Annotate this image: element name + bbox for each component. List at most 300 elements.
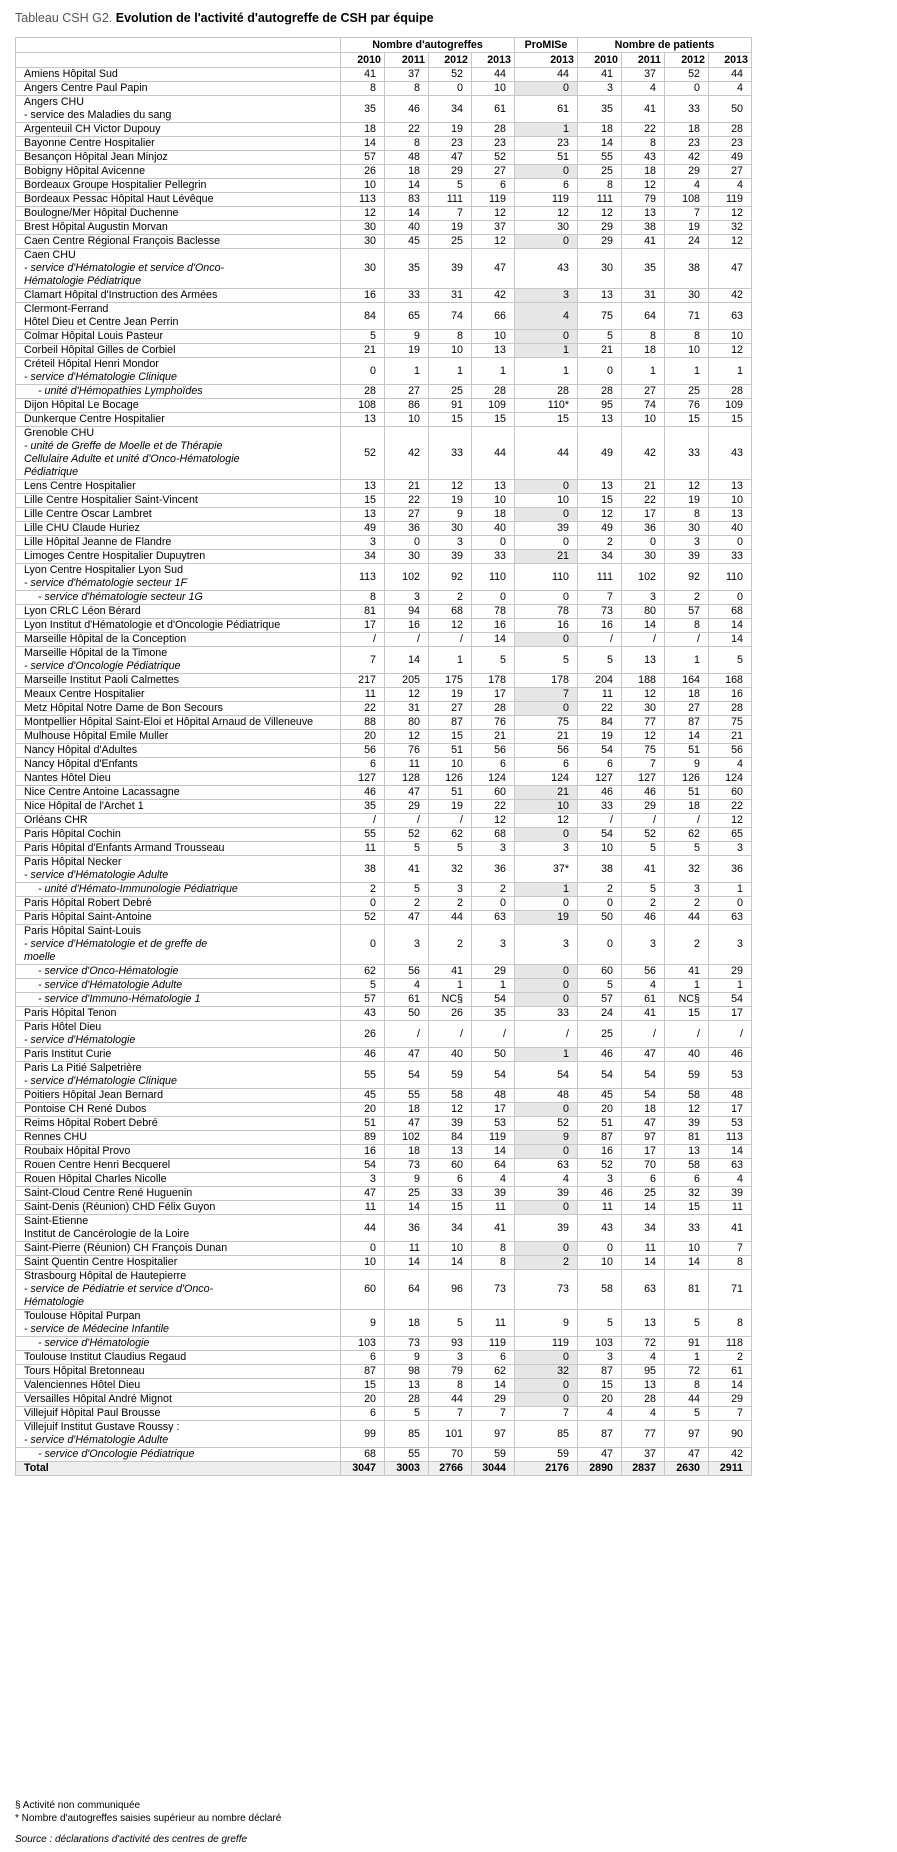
value-cell: 71	[709, 1270, 752, 1310]
value-cell: 61	[622, 993, 665, 1007]
value-cell: 10	[665, 1242, 709, 1256]
value-cell: 57	[578, 993, 622, 1007]
promise-cell: 6	[515, 758, 578, 772]
row-label	[16, 480, 341, 494]
value-cell: 13	[578, 413, 622, 427]
value-cell: 4	[709, 1173, 752, 1187]
value-cell: 22	[341, 702, 385, 716]
value-cell: 5	[665, 1310, 709, 1337]
value-cell: 0	[472, 897, 515, 911]
value-cell: 6	[622, 1173, 665, 1187]
row-label	[16, 702, 341, 716]
row-label-line: Rouen Hôpital Charles Nicolle	[24, 1173, 167, 1185]
value-cell: 28	[578, 385, 622, 399]
table-row	[16, 993, 752, 1007]
table-row	[16, 358, 752, 385]
value-cell: 32	[709, 221, 752, 235]
row-label-line: Orléans CHR	[24, 814, 88, 826]
table-row	[16, 1117, 752, 1131]
row-label-line: - service d'Onco-Hématologie	[38, 965, 179, 977]
value-cell: 54	[472, 993, 515, 1007]
value-cell: 91	[429, 399, 472, 413]
value-cell: 34	[578, 550, 622, 564]
value-cell: 6	[472, 758, 515, 772]
row-label-line: Paris Hôpital Saint-Antoine	[24, 911, 152, 923]
value-cell: 13	[622, 1379, 665, 1393]
row-label-line: - service d'Hématologie Adulte	[24, 869, 169, 881]
row-label-line: - unité d'Hémato-Immunologie Pédiatrique	[38, 883, 238, 895]
value-cell: 15	[429, 730, 472, 744]
value-cell: 47	[385, 786, 429, 800]
value-cell: 17	[709, 1007, 752, 1021]
row-label	[16, 979, 341, 993]
value-cell: 23	[472, 137, 515, 151]
promise-cell: 61	[515, 96, 578, 123]
value-cell: 11	[709, 1201, 752, 1215]
value-cell: 12	[385, 730, 429, 744]
value-cell: 46	[622, 911, 665, 925]
value-cell: 75	[622, 744, 665, 758]
value-cell: 110	[472, 564, 515, 591]
value-cell: 14	[429, 1256, 472, 1270]
row-label-line: - service d'Hématologie	[38, 1337, 150, 1349]
header-year: 2011	[385, 53, 429, 68]
value-cell: 63	[709, 303, 752, 330]
value-cell: 81	[665, 1131, 709, 1145]
value-cell: 39	[665, 1117, 709, 1131]
value-cell: 18	[385, 1103, 429, 1117]
row-label-line: Amiens Hôpital Sud	[24, 68, 118, 80]
row-label	[16, 605, 341, 619]
promise-cell: 10	[515, 494, 578, 508]
value-cell: 12	[472, 207, 515, 221]
row-label	[16, 730, 341, 744]
value-cell: 2	[429, 925, 472, 965]
row-label	[16, 925, 341, 965]
row-label-line: Corbeil Hôpital Gilles de Corbiel	[24, 344, 176, 356]
value-cell: 63	[709, 1159, 752, 1173]
value-cell: 1	[709, 979, 752, 993]
value-cell: 62	[429, 828, 472, 842]
value-cell: 14	[709, 1379, 752, 1393]
row-label-line: Strasbourg Hôpital de Hautepierre	[24, 1270, 187, 1282]
value-cell: 68	[429, 605, 472, 619]
value-cell: 7	[578, 591, 622, 605]
value-cell: 49	[578, 427, 622, 480]
value-cell: 40	[385, 221, 429, 235]
value-cell: 75	[709, 716, 752, 730]
promise-cell: 2	[515, 1256, 578, 1270]
value-cell: 27	[472, 165, 515, 179]
value-cell: 62	[665, 828, 709, 842]
row-label	[16, 123, 341, 137]
promise-cell: 0	[515, 1242, 578, 1256]
value-cell: 53	[709, 1117, 752, 1131]
value-cell: 164	[665, 674, 709, 688]
table-title	[15, 11, 434, 25]
row-label	[16, 1173, 341, 1187]
value-cell: 13	[429, 1145, 472, 1159]
value-cell: 3	[709, 925, 752, 965]
value-cell: 4	[709, 179, 752, 193]
table-row	[16, 399, 752, 413]
promise-cell: 59	[515, 1448, 578, 1462]
table-row	[16, 1270, 752, 1310]
value-cell: 19	[385, 344, 429, 358]
total-cell: 2890	[578, 1462, 622, 1476]
value-cell: 23	[709, 137, 752, 151]
table-row	[16, 508, 752, 522]
promise-cell: 44	[515, 68, 578, 82]
header-group-patients: Nombre de patients	[578, 38, 752, 53]
value-cell: 3	[429, 883, 472, 897]
value-cell: 25	[578, 1021, 622, 1048]
value-cell: 12	[665, 480, 709, 494]
value-cell: 217	[341, 674, 385, 688]
value-cell: 2	[665, 591, 709, 605]
value-cell: 3	[665, 536, 709, 550]
table-row	[16, 786, 752, 800]
value-cell: 38	[665, 249, 709, 289]
value-cell: 87	[578, 1365, 622, 1379]
table-row	[16, 883, 752, 897]
promise-cell: 39	[515, 1215, 578, 1242]
value-cell: 71	[665, 303, 709, 330]
row-label	[16, 1310, 341, 1337]
value-cell: /	[578, 814, 622, 828]
value-cell: 61	[709, 1365, 752, 1379]
value-cell: 22	[472, 800, 515, 814]
value-cell: 9	[665, 758, 709, 772]
row-label	[16, 399, 341, 413]
row-label	[16, 536, 341, 550]
value-cell: 36	[709, 856, 752, 883]
row-label	[16, 1145, 341, 1159]
value-cell: 19	[429, 688, 472, 702]
table-row	[16, 842, 752, 856]
value-cell: 74	[622, 399, 665, 413]
table-row	[16, 591, 752, 605]
row-label-line: Lens Centre Hospitalier	[24, 480, 136, 492]
value-cell: 0	[341, 897, 385, 911]
promise-cell: 10	[515, 800, 578, 814]
value-cell: 60	[709, 786, 752, 800]
value-cell: /	[429, 814, 472, 828]
value-cell: 72	[622, 1337, 665, 1351]
value-cell: 18	[385, 1145, 429, 1159]
value-cell: 12	[622, 179, 665, 193]
promise-cell: 0	[515, 508, 578, 522]
value-cell: 33	[429, 427, 472, 480]
value-cell: 4	[622, 1351, 665, 1365]
value-cell: 4	[709, 758, 752, 772]
value-cell: 29	[665, 165, 709, 179]
row-label	[16, 786, 341, 800]
row-label	[16, 897, 341, 911]
table-row	[16, 814, 752, 828]
row-label-line: Angers Centre Paul Papin	[24, 82, 148, 94]
value-cell: 52	[385, 828, 429, 842]
value-cell: 14	[385, 1256, 429, 1270]
row-label-line: Clamart Hôpital d'Instruction des Armées	[24, 289, 218, 301]
value-cell: 21	[578, 344, 622, 358]
row-label-line: Villejuif Hôpital Paul Brousse	[24, 1407, 161, 1419]
value-cell: 0	[472, 536, 515, 550]
row-label-line: Valenciennes Hôtel Dieu	[24, 1379, 141, 1391]
row-label-line: moelle	[24, 951, 56, 963]
value-cell: 14	[622, 619, 665, 633]
value-cell: 22	[385, 123, 429, 137]
value-cell: 0	[709, 536, 752, 550]
row-label-line: Montpellier Hôpital Saint-Eloi et Hôpital Arnaud de Villeneuve	[24, 716, 314, 728]
value-cell: 27	[385, 385, 429, 399]
value-cell: 49	[709, 151, 752, 165]
row-label-line: Mulhouse Hôpital Emile Muller	[24, 730, 169, 742]
row-label	[16, 1215, 341, 1242]
table-row	[16, 965, 752, 979]
row-label	[16, 249, 341, 289]
value-cell: 15	[429, 413, 472, 427]
value-cell: 10	[622, 413, 665, 427]
value-cell: 111	[578, 193, 622, 207]
value-cell: 0	[341, 358, 385, 385]
value-cell: 41	[622, 96, 665, 123]
table-row	[16, 193, 752, 207]
row-label-line: Créteil Hôpital Henri Mondor	[24, 358, 159, 370]
promise-cell: 51	[515, 151, 578, 165]
value-cell: 102	[385, 1131, 429, 1145]
value-cell: 63	[472, 911, 515, 925]
value-cell: /	[341, 633, 385, 647]
value-cell: 36	[385, 522, 429, 536]
promise-cell: 0	[515, 330, 578, 344]
row-label-line: Tours Hôpital Bretonneau	[24, 1365, 145, 1377]
row-label-line: Nice Hôpital de l'Archet 1	[24, 800, 144, 812]
value-cell: 54	[341, 1159, 385, 1173]
table-row	[16, 385, 752, 399]
table-row	[16, 1131, 752, 1145]
table-row	[16, 494, 752, 508]
value-cell: 80	[385, 716, 429, 730]
row-label	[16, 494, 341, 508]
table-row	[16, 605, 752, 619]
value-cell: 59	[429, 1062, 472, 1089]
value-cell: 54	[578, 744, 622, 758]
table-row	[16, 1256, 752, 1270]
table-row	[16, 1173, 752, 1187]
row-label-line: Bayonne Centre Hospitalier	[24, 137, 155, 149]
table-row	[16, 1407, 752, 1421]
row-label-line: Paris Hôpital Tenon	[24, 1007, 117, 1019]
value-cell: 40	[429, 1048, 472, 1062]
table-row	[16, 68, 752, 82]
promise-cell: 0	[515, 536, 578, 550]
row-label-line: - service d'hématologie secteur 1F	[24, 577, 188, 589]
value-cell: 127	[341, 772, 385, 786]
value-cell: 52	[578, 1159, 622, 1173]
value-cell: 65	[385, 303, 429, 330]
value-cell: 14	[385, 1201, 429, 1215]
value-cell: 27	[665, 702, 709, 716]
value-cell: 25	[385, 1187, 429, 1201]
value-cell: 10	[472, 494, 515, 508]
value-cell: 38	[578, 856, 622, 883]
row-label	[16, 591, 341, 605]
row-label-line: - service d'Oncologie Pédiatrique	[24, 660, 181, 672]
value-cell: 14	[385, 179, 429, 193]
value-cell: 43	[709, 427, 752, 480]
value-cell: 83	[385, 193, 429, 207]
value-cell: 0	[578, 897, 622, 911]
row-label-line: Rennes CHU	[24, 1131, 87, 1143]
value-cell: 26	[429, 1007, 472, 1021]
value-cell: 84	[429, 1131, 472, 1145]
value-cell: 24	[665, 235, 709, 249]
value-cell: 103	[341, 1337, 385, 1351]
table-row	[16, 633, 752, 647]
value-cell: 92	[429, 564, 472, 591]
value-cell: 5	[472, 647, 515, 674]
value-cell: 22	[385, 494, 429, 508]
value-cell: 39	[429, 249, 472, 289]
value-cell: 12	[709, 814, 752, 828]
row-label	[16, 385, 341, 399]
value-cell: 50	[578, 911, 622, 925]
value-cell: 5	[578, 647, 622, 674]
value-cell: 56	[709, 744, 752, 758]
promise-cell: 54	[515, 1062, 578, 1089]
value-cell: 59	[472, 1448, 515, 1462]
value-cell: 30	[429, 522, 472, 536]
value-cell: 16	[472, 619, 515, 633]
total-cell: 2176	[515, 1462, 578, 1476]
row-label-line: Argenteuil CH Victor Dupouy	[24, 123, 161, 135]
value-cell: 63	[709, 911, 752, 925]
value-cell: 30	[665, 522, 709, 536]
value-cell: 15	[472, 413, 515, 427]
row-label-line: Paris Institut Curie	[24, 1048, 112, 1060]
row-label	[16, 1337, 341, 1351]
value-cell: 12	[472, 235, 515, 249]
value-cell: 6	[429, 1173, 472, 1187]
value-cell: 23	[665, 137, 709, 151]
value-cell: 95	[622, 1365, 665, 1379]
value-cell: 29	[385, 800, 429, 814]
value-cell: 18	[472, 508, 515, 522]
value-cell: 34	[429, 96, 472, 123]
total-cell: 2837	[622, 1462, 665, 1476]
value-cell: 37	[472, 221, 515, 235]
promise-cell: 9	[515, 1310, 578, 1337]
value-cell: 3	[622, 591, 665, 605]
total-cell: 2766	[429, 1462, 472, 1476]
value-cell: 42	[385, 427, 429, 480]
value-cell: NC§	[429, 993, 472, 1007]
value-cell: 30	[385, 550, 429, 564]
table-row	[16, 979, 752, 993]
value-cell: 19	[429, 123, 472, 137]
promise-cell: 30	[515, 221, 578, 235]
table-row	[16, 744, 752, 758]
value-cell: 35	[341, 800, 385, 814]
value-cell: 16	[385, 619, 429, 633]
value-cell: 3	[578, 1351, 622, 1365]
value-cell: 12	[709, 235, 752, 249]
value-cell: 36	[385, 1215, 429, 1242]
value-cell: 29	[622, 800, 665, 814]
value-cell: 11	[385, 1242, 429, 1256]
row-label-line: Toulouse Institut Claudius Regaud	[24, 1351, 187, 1363]
value-cell: 11	[341, 1201, 385, 1215]
value-cell: 27	[385, 508, 429, 522]
value-cell: 10	[472, 82, 515, 96]
promise-cell: 0	[515, 965, 578, 979]
value-cell: 22	[622, 494, 665, 508]
row-label-line: - service d'Hématologie Clinique	[24, 1075, 177, 1087]
value-cell: 15	[665, 1201, 709, 1215]
row-label-line: Saint Quentin Centre Hospitalier	[24, 1256, 178, 1268]
value-cell: 42	[665, 151, 709, 165]
value-cell: 18	[385, 1310, 429, 1337]
row-label	[16, 1159, 341, 1173]
row-label	[16, 96, 341, 123]
promise-cell: 0	[515, 82, 578, 96]
table-row	[16, 1048, 752, 1062]
value-cell: 33	[665, 96, 709, 123]
value-cell: 59	[665, 1062, 709, 1089]
promise-cell: 0	[515, 480, 578, 494]
row-label-line: - service d'Hématologie	[24, 1034, 136, 1046]
value-cell: 204	[578, 674, 622, 688]
promise-cell: 12	[515, 207, 578, 221]
value-cell: 13	[341, 480, 385, 494]
promise-cell: 19	[515, 911, 578, 925]
table-row	[16, 688, 752, 702]
promise-cell: 39	[515, 1187, 578, 1201]
value-cell: /	[622, 633, 665, 647]
value-cell: 13	[622, 207, 665, 221]
value-cell: 95	[578, 399, 622, 413]
total-row	[16, 1462, 752, 1476]
value-cell: 5	[665, 842, 709, 856]
value-cell: 73	[472, 1270, 515, 1310]
value-cell: 25	[429, 385, 472, 399]
value-cell: 11	[385, 758, 429, 772]
value-cell: 8	[709, 1256, 752, 1270]
promise-cell: 21	[515, 550, 578, 564]
row-label	[16, 522, 341, 536]
value-cell: 102	[622, 564, 665, 591]
value-cell: 35	[341, 96, 385, 123]
promise-cell: 0	[515, 1393, 578, 1407]
table-row	[16, 330, 752, 344]
row-label-line: - service d'Hématologie et service d'Onco-	[24, 262, 225, 274]
table-row	[16, 289, 752, 303]
row-label	[16, 289, 341, 303]
value-cell: 20	[578, 1393, 622, 1407]
promise-cell: 119	[515, 193, 578, 207]
value-cell: 58	[578, 1270, 622, 1310]
promise-cell: 85	[515, 1421, 578, 1448]
promise-cell: 0	[515, 993, 578, 1007]
value-cell: 2	[665, 897, 709, 911]
table-row	[16, 897, 752, 911]
value-cell: 28	[709, 123, 752, 137]
value-cell: 87	[341, 1365, 385, 1379]
value-cell: 97	[665, 1421, 709, 1448]
value-cell: 14	[578, 137, 622, 151]
value-cell: 11	[578, 688, 622, 702]
